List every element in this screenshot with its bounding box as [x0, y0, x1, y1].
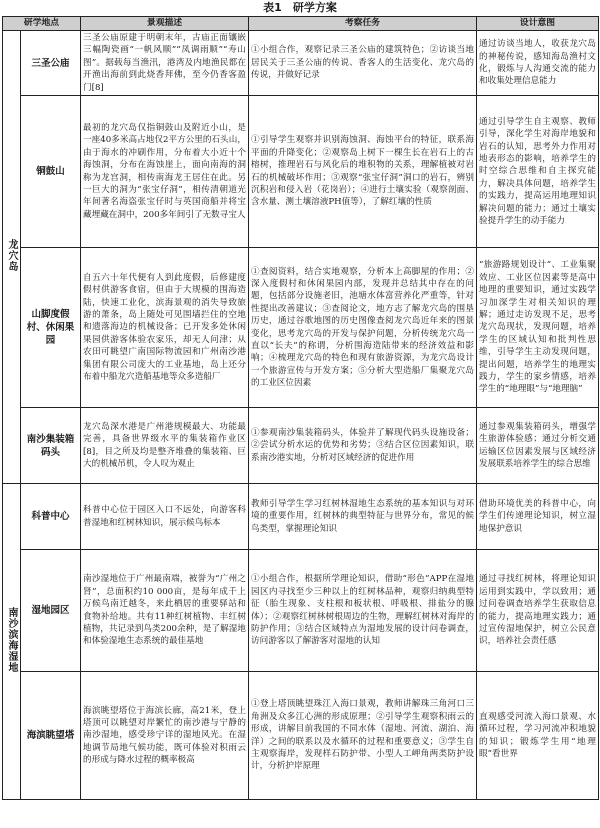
header-task: 考察任务: [249, 17, 477, 31]
site-task: ①小组合作，观察记录三圣公庙的建筑特色；②访谈当地居民关于三圣公庙的传说、香客人的生活变化、龙穴岛的传说，并做好记录: [249, 31, 477, 96]
region-longxue: [3, 31, 21, 484]
site-intent: 通过引导学生自主观察、教师引导，深化学生对海岸地貌和岩石的认知，思考外力作用对地表形态的影响，培养学生的时空综合思维和自主探究能力，解决具体问题，培养学生的实践力，提高运用地理知识解决问题的能力；通过土壤实验提升学生的动手能力: [477, 96, 599, 248]
region-nansha-wetland: [3, 484, 21, 800]
site-task: 教师引导学生学习红树林湿地生态系统的基本知识与对环境的重要作用，红树林的典型特征与世界分布，常见的候鸟类型，掌握理论知识: [249, 484, 477, 550]
site-task: ①引导学生观察并识别海蚀洞、海蚀平台的特征，联系海平面的升降变化；②观察岛上树下一棵生长在岩石上的古榕树，推理岩石与风化后的堆积物的关系，理解植被对岩石的机械破坏作用；③观察“张宝仔洞”洞口的岩石，辨别沉积岩和侵入岩（花岗岩）；④进行土壤实验（观察剖面、含水量、测土壤溶液PH值等），了解红壤的性质: [249, 96, 477, 248]
header-row: [3, 17, 599, 31]
site-description: 南沙湿地位于广州最南端，被誉为“广州之肾”，总面积约10 000亩，是每年成千上万候鸟南迁越冬，来此栖居的重要驿站和食物补给地。共有11种红树植物、丰红树植物，共记录到鸟类200余种，是了解湿地和体验湿地生态系统的最佳基地: [81, 550, 249, 672]
table-row: [3, 31, 599, 96]
table-row: [3, 672, 599, 800]
region-label: 南沙滨海湿地: [6, 606, 17, 673]
site-task: ①小组合作，根据所学理论知识，借助“形色”APP在湿地园区内寻找至少三种以上的红树林品种，观察归纳典型特征（胎生现象、支柱根和板状根、呼吸根、排盐分的腺体）；②观察红树林树根周边的生物，理解红树林对海岸的防护作用；③结合区域特点为湿地发展的设计问卷调查，访问游客以了解游客对湿地的认知: [249, 550, 477, 672]
site-intent: 通过参观集装箱码头，增强学生旅游体验感；通过分析交通运输区位因素发展与区域经济发展联系培养学生的综合思维: [477, 408, 599, 484]
site-intent: 通过寻找红树林，将理论知识运用到实践中，学以致用；通过问卷调查培养学生获取信息的能力，提高地理实践力；通过宣传湿地保护，树立公民意识，培养社会责任感: [477, 550, 599, 672]
site-task: ①参观南沙集装箱码头，体验并了解现代码头设施设备；②尝试分析水运的优势和劣势；③结合区位因素知识，联系南沙港实地，分析对区域经济的促进作用: [249, 408, 477, 484]
site-name: 湿地园区: [21, 550, 81, 672]
site-intent: 借助环境优美的科普中心，向学生们传递理论知识，树立湿地保护意识: [477, 484, 599, 550]
research-plan-table: [2, 16, 599, 800]
table-row: [3, 408, 599, 484]
site-task: ①查阅资料，结合实地观察，分析本上高脚屋的作用；②深入度假村和休闲果园内部，发现并总结其中存在的问题，包括部分设施老旧，池塘水体富营养化严重等，针对性提出改善建议；③查阅论文，地方志了解龙穴岛的围垦历史，通过谷歌地图的历史图像查阅龙穴岛近年来的图景变化，思考龙穴岛的开发与保护问题，分析传统龙穴岛一直以“长夫”的称谓，分析围海造陆带来的经济效益和影响；④梳理龙穴岛的特色和现有旅游资源，为龙穴岛设计一个旅游宣传与开发方案；⑤分析大型造船厂集聚龙穴岛的工业区位因素: [249, 248, 477, 408]
site-description: 三圣公庙原建于明朝末年，古庙正面镶嵌三幅陶瓷画“一帆风顺”“凤调雨顺”“寿山图”。据载每当渔汛，港湾及内地渔民都在开渔出海前到此烧香拜佛，至今仍香客盈门[8]: [81, 31, 249, 96]
site-name: 南沙集装箱码头: [21, 408, 81, 484]
header-description: 景观描述: [81, 17, 249, 31]
table-row: [3, 484, 599, 550]
site-description: 自五六十年代便有人到此度假，后修建度假村供游客食宿，但由于大规模的围海造陆，快速工业化，滨海景观的消失导致旅游的萧条，岛上随处可见围墙拦住的空地和遗落海边的机械设备；已开发多处休闲果园供游客体验农家乐，却无人问津；从农田可眺望广南国际物流园和广州南沙港集团有限公司庞大的工业基地，岛上还分布着中船龙穴造船基地等众多造船厂: [81, 248, 249, 408]
table-row: [3, 248, 599, 408]
header-intent: 设计意图: [477, 17, 599, 31]
site-name: 铜鼓山: [21, 96, 81, 248]
site-description: 科普中心位于园区入口不远处，向游客科普湿地和红树林知识，展示候鸟标本: [81, 484, 249, 550]
site-intent: 通过访谈当地人，收获龙穴岛的神秘传说，感知海岛渔村文化，锻炼与人沟通交流的能力和收集处理信息能力: [477, 31, 599, 96]
site-description: 龙穴岛深水港是广州港规模最大、功能最完善，具备世界级水平的集装箱作业区[8]，目之所及均是整齐堆叠的集装箱、巨大的机械吊机，令人叹为观止: [81, 408, 249, 484]
site-intent: “旅游路规划设计”、工业集聚效应、工业区位因素等是高中地理的重要知识，通过实践学习加深学生对相关知识的理解；通过走访发现不足，思考龙穴岛现状，发现问题，培养学生的区域认知和批判性思维，引导学生主动发现问题，提出问题，培养学生的地理实践力，学生的家乡情感，培养学生的“地理眼”与“地理脑”: [477, 248, 599, 408]
site-name: 海滨眺望塔: [21, 672, 81, 800]
site-intent: 直观感受河流入海口景观、水循环过程，学习河流冲积地貌的知识；锻炼学生用“地理眼”看世界: [477, 672, 599, 800]
site-name: 山脚度假村、休闲果园: [21, 248, 81, 408]
header-site: 研学地点: [3, 17, 81, 31]
site-task: ①登上塔顶眺望珠江入海口景观，教师讲解珠三角河口三角洲及众多江心洲的形成原理；②引导学生观察积雨云的形成，讲解目前我国的不同水体（湿地、河流、湖泊、海洋）之间的联系以及水循环的过程和重要意义；③学生自主观察海岸，发现样石防护带、小型人工岬角两类防护设计，分析护岸原理: [249, 672, 477, 800]
region-label: 龙穴岛: [6, 238, 17, 272]
table-row: [3, 550, 599, 672]
site-name: 科普中心: [21, 484, 81, 550]
table-row: [3, 96, 599, 248]
site-description: 海滨眺望塔位于海滨长廊，高21米，登上塔顶可以眺望对岸繁忙的南沙港与宁静的南沙湿地，感受珍宁详的湿地风光。在湿地调节局地气候功能，既可体验对积雨云的形成与降水过程的概率极高: [81, 672, 249, 800]
table-caption: 表1 研学方案: [263, 1, 337, 14]
site-name: 三圣公庙: [21, 31, 81, 96]
site-description: 最初的龙穴岛仅指铜鼓山及附近小山，是一座40多米高占地仅2平方公里的石头山，由于海水的冲刷作用，分布着大小近十个海蚀洞，分布在海蚀崖上，面向南海的洞称为龙宫洞，相传南海龙王居住在此。另一巨大的洞为“张宝仔洞”，相传清朝道光年间著名海盗张宝仔时与英国商船并将宝藏埋藏在洞中，200多年间引了无数寻宝人: [81, 96, 249, 248]
